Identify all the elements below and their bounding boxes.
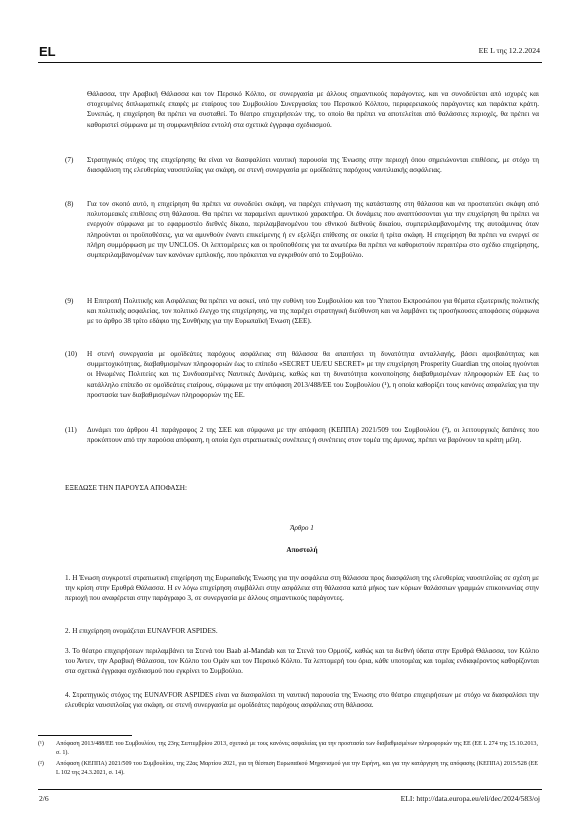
article-title: Αποστολή xyxy=(286,546,318,554)
recital-7-number: (7) xyxy=(65,156,74,164)
recital-10-text: Η στενή συνεργασία με ομοϊδεάτες παρόχους ασφάλειας στη θάλασσα θα απαιτήσει τη δυνατότητα ανταλλαγής, βάσει αμοιβαιότητας και συμμετοχικότητας, διαβαθμισμένων πληροφοριών έως το επίπεδο «SECRET UE/EU SECRET» με την επιχείρηση Prosperity Guardian της οποίας ηγούνται οι Ηνωμένες Πολιτείες και τις Συνδυασμένες Ναυτικές Δυνάμεις, καθώς και τη δυνατότητα κοινοποίησης διαβαθμισμένων πληροφοριών ΕΕ έως το κατάλληλο επίπεδο σε ομοϊδεάτες εταίρους, σύμφωνα με την απόφαση 2013/488/ΕΕ του Συμβουλίου (¹), η οποία καθορίζει τους κανόνες ασφαλείας για την προστασία των διαβαθμισμένων πληροφοριών της ΕΕ. xyxy=(87,350,539,399)
recital-10-number: (10) xyxy=(65,350,77,358)
footer-divider xyxy=(38,789,542,790)
page-number: 2/6 xyxy=(39,794,49,803)
language-code: EL xyxy=(39,44,56,59)
article-paragraph-1: 1. Η Ένωση συγκροτεί στρατιωτική επιχείρηση της Ευρωπαϊκής Ένωσης για την ασφάλεια στη θάλασσα προς διασφάλιση της ελευθερίας ναυσιπλοΐας σε σχέση με την κρίση στην Ερυθρά Θάλασσα. Η εν λόγω επιχείρηση συμβάλλει στην ασφάλεια στη θάλασσα κατά μήκος των κύριων θαλάσσιων γραμμών επικοινωνίας στην περιοχή που αναφέρεται στην παράγραφο 3, σε συνεργασία με άλλους σημαντικούς παράγοντες. xyxy=(65,574,539,603)
recital-11-text: Δυνάμει του άρθρου 41 παράγραφος 2 της ΣΕΕ και σύμφωνα με την απόφαση (ΚΕΠΠΑ) 2021/509 του Συμβουλίου (²), οι λειτουργικές δαπάνες που προκύπτουν από την παρούσα απόφαση, η οποία έχει στρατιωτικές συνέπειες ή συνέπειες στον τομέα της άμυνας, πρέπει να βαρύνουν τα κράτη μέλη. xyxy=(87,426,539,445)
recital-9-text: Η Επιτροπή Πολιτικής και Ασφάλειας θα πρέπει να ασκεί, υπό την ευθύνη του Συμβουλίου και του Ύπατου Εκπροσώπου για θέματα εξωτερικής πολιτικής και πολιτικής ασφαλείας, τον πολιτικό έλεγχο της επιχείρησης, να της παρέχει στρατηγική διεύθυνση και να λαμβάνει τις προσήκουσες αποφάσεις σύμφωνα με το άρθρο 38 τρίτο εδάφιο της Συνθήκης για την Ευρωπαϊκή Ένωση (ΣΕΕ). xyxy=(87,297,539,326)
recital-7-text: Στρατηγικός στόχος της επιχείρησης θα είναι να διασφαλίσει ναυτική παρουσία της Ένωσης στην περιοχή όπου σημειώνονται επιθέσεις, με στόχο τη διασφάλιση της ελευθερίας ναυσιπλοΐας για σκάφη, σε στενή συνεργασία με ομοϊδεάτες παρόχους ναυτιλιακής ασφάλειας. xyxy=(87,156,539,175)
recital-9-number: (9) xyxy=(65,297,74,305)
article-paragraph-4: 4. Στρατηγικός στόχος της EUNAVFOR ASPIDES είναι να διασφαλίσει τη ναυτική παρουσία της Ένωσης στο θέατρο επιχειρήσεων με στόχο να διασφαλίσει την ελευθερία ναυσιπλοΐας για σκάφη, σε στενή συνεργασία με ομοϊδεάτες παρόχους ασφάλειας στη θάλασσα. xyxy=(65,691,539,710)
recital-8-text: Για τον σκοπό αυτό, η επιχείρηση θα πρέπει να συνοδεύει σκάφη, να παρέχει επίγνωση της κατάστασης στη θάλασσα και να προστατεύει σκάφη από πολυτομεακές επιθέσεις στη θάλασσα. Θα πρέπει να παραμείνει αμυντικού χαρακτήρα. Οι δυνάμεις που αναπτύσσονται για την επιχείρηση θα πρέπει να ενεργούν σύμφωνα με το εφαρμοστέο διεθνές δίκαιο, περιλαμβανομένου του εθνικού διεθνούς δικαίου, συμπεριλαμβανομένης της αυτοάμυνας όταν πληρούνται οι προϋποθέσεις, για να αμυνθούν έναντι επικείμενης ή εν εξελίξει επίθεσης σε οικεία ή τρίτα σκάφη. Η επιχείρηση θα πρέπει να ενεργεί σε πλήρη συμμόρφωση με την UNCLOS. Οι λεπτομέρειες και οι προϋποθέσεις για τα ανωτέρω θα πρέπει να καθοριστούν περαιτέρω στο σχέδιο επιχείρησης, συμπεριλαμβανομένων των κανόνων εμπλοκής, που πρόκειται να εγκριθούν από το Συμβούλιο. xyxy=(87,200,539,260)
footnote-1-text: Απόφαση 2013/488/ΕΕ του Συμβουλίου, της 23ης Σεπτεμβρίου 2013, σχετικά με τους κανόνες ασφαλείας για την προστασία των διαβαθμισμένων πληροφοριών της ΕΕ (ΕΕ L 274 της 15.10.2013, σ. 1). xyxy=(56,741,538,756)
footnote-2-text: Απόφαση (ΚΕΠΠΑ) 2021/509 του Συμβουλίου, της 22ας Μαρτίου 2021, για τη θέσπιση Ευρωπαϊκού Μηχανισμού για την Ειρήνη, και για την κατάργηση της απόφασης (ΚΕΠΠΑ) 2015/528 (ΕΕ L 102 της 24.3.2021, σ. 14). xyxy=(56,761,538,776)
journal-reference: ΕΕ L της 12.2.2024 xyxy=(478,46,540,55)
adoption-formula: ΕΞΕΔΩΣΕ ΤΗΝ ΠΑΡΟΥΣΑ ΑΠΟΦΑΣΗ: xyxy=(65,484,187,492)
article-paragraph-3: 3. Το θέατρο επιχειρήσεων περιλαμβάνει τα Στενά του Baab al-Mandab και τα Στενά του Ορμούζ, καθώς και τα διεθνή ύδατα στην Ερυθρά Θάλασσα, τον Κόλπο του Άντεν, την Αραβική Θάλασσα, τον Κόλπο του Ομάν και τον Περσικό Κόλπο. Τα λεπτομερή του όρια, κάθε υποτομέας και τομέας ενδιαφέροντος καθορίζονται στα σχετικά έγγραφα σχεδιασμού που εγκρίνει το Συμβούλιο. xyxy=(65,647,539,676)
footnote-2-number: (²) xyxy=(38,761,44,767)
footnote-divider xyxy=(38,735,132,736)
recital-8-number: (8) xyxy=(65,200,74,208)
footnote-1-number: (¹) xyxy=(38,741,44,747)
recital-11-number: (11) xyxy=(65,426,77,434)
article-paragraph-2: 2. Η επιχείρηση ονομάζεται EUNAVFOR ASPIDES. xyxy=(65,627,218,635)
header-divider xyxy=(38,62,542,63)
footnote-2 xyxy=(38,760,539,777)
article-number: Άρθρο 1 xyxy=(290,524,314,532)
recital-6-continuation: Θάλασσα, την Αραβική Θάλασσα και τον Περσικό Κόλπο, σε συνεργασία με άλλους σημαντικούς παράγοντες, και να συνοδεύεται από ισχυρές και στοχευμένες διπλωματικές επαφές με εταίρους του Συμβουλίου Συνεργασίας του Περσικού Κόλπου, περιφερειακούς παράγοντες και παράκτια κράτη. Συνεπώς, η επιχείρηση θα πρέπει να συσταθεί. Το θέατρο επιχειρήσεών της, το οποίο θα πρέπει να αποτελείται από θαλάσσιες περιοχές, θα πρέπει να καθοριστεί σύμφωνα με τη συμφωνηθείσα εντολή στα σχετικά έγγραφα σχεδιασμού. xyxy=(87,90,539,129)
eli-link[interactable]: ELI: http://data.europa.eu/eli/dec/2024/583/oj xyxy=(400,794,540,803)
footnote-1 xyxy=(38,740,539,757)
